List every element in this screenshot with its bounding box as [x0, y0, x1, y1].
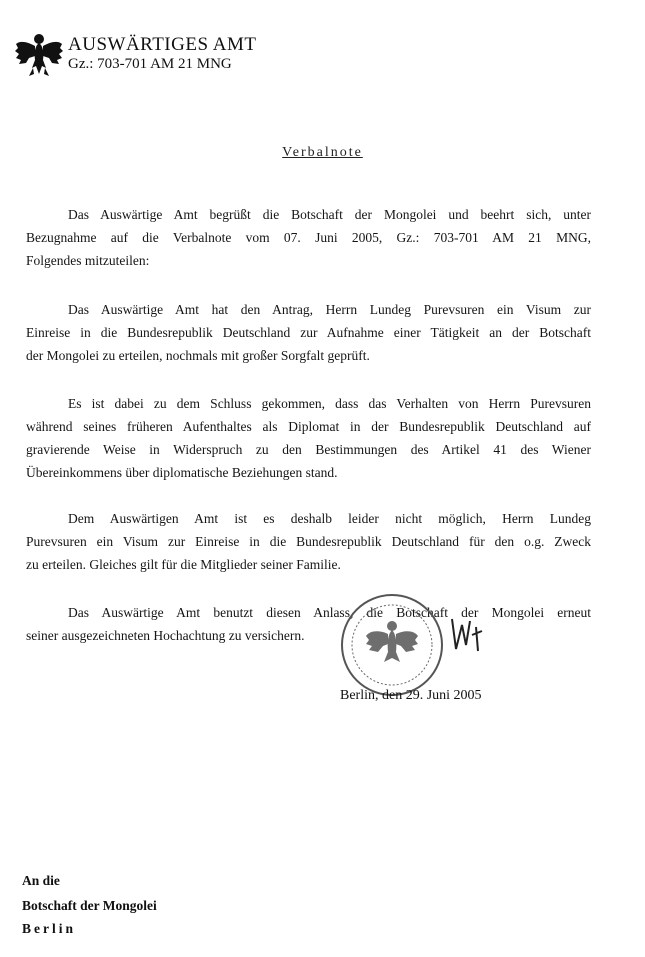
paragraph-line: der Mongolei zu erteilen, nochmals mit großer Sorgfalt geprüft. [26, 348, 370, 363]
paragraph-line: Das Auswärtige Amt hat den Antrag, Herrn Lundeg Purevsuren ein Visum zur [68, 302, 591, 317]
paragraph-line: Einreise in die Bundesrepublik Deutschland zur Aufnahme einer Tätigkeit an der Botschaft [26, 325, 591, 340]
recipient-line-1: An die [22, 873, 60, 888]
paragraph-line: Das Auswärtige Amt benutzt diesen Anlass, die Botschaft der Mongolei erneut [68, 605, 591, 620]
paragraph-line: Übereinkommens über diplomatische Beziehungen stand. [26, 465, 338, 480]
paragraph-line: Das Auswärtige Amt begrüßt die Botschaft der Mongolei und beehrt sich, unter [68, 207, 591, 222]
paragraph-line: Bezugnahme auf die Verbalnote vom 07. Juni 2005, Gz.: 703-701 AM 21 MNG, [26, 230, 591, 245]
reference-number: Gz.: 703-701 AM 21 MNG [68, 56, 232, 72]
paragraph-line: Es ist dabei zu dem Schluss gekommen, dass das Verhalten von Herrn Purevsuren [68, 396, 591, 411]
paragraph-5 [26, 601, 591, 647]
document-title: Verbalnote [282, 145, 363, 160]
federal-eagle-icon [14, 30, 64, 82]
paragraph-line: gravierende Weise in Widerspruch zu den Bestimmungen des Artikel 41 des Wiener [26, 442, 591, 457]
issuer-name: AUSWÄRTIGES AMT [68, 34, 257, 55]
paragraph-2 [26, 298, 591, 367]
paragraph-4 [26, 507, 591, 576]
paragraph-line: Purevsuren ein Visum zur Einreise in die Bundesrepublik Deutschland für den o.g. Zweck [26, 534, 591, 549]
recipient-line-2: Botschaft der Mongolei [22, 898, 157, 913]
paragraph-3 [26, 392, 591, 484]
handwritten-signature [448, 615, 488, 657]
paragraph-line: zu erteilen. Gleiches gilt für die Mitglieder seiner Familie. [26, 557, 341, 572]
recipient-line-3: Berlin [22, 921, 76, 936]
paragraph-line: Folgendes mitzuteilen: [26, 253, 150, 268]
paragraph-line: während seines früheren Aufenthaltes als Diplomat in der Bundesrepublik Deutschland auf [26, 419, 591, 434]
official-seal-stamp [338, 590, 446, 700]
paragraph-line: seiner ausgezeichneten Hochachtung zu versichern. [26, 628, 305, 643]
paragraph-line: Dem Auswärtigen Amt ist es deshalb leider nicht möglich, Herrn Lundeg [68, 511, 591, 526]
paragraph-1 [26, 203, 591, 272]
place-and-date: Berlin, den 29. Juni 2005 [340, 688, 482, 703]
